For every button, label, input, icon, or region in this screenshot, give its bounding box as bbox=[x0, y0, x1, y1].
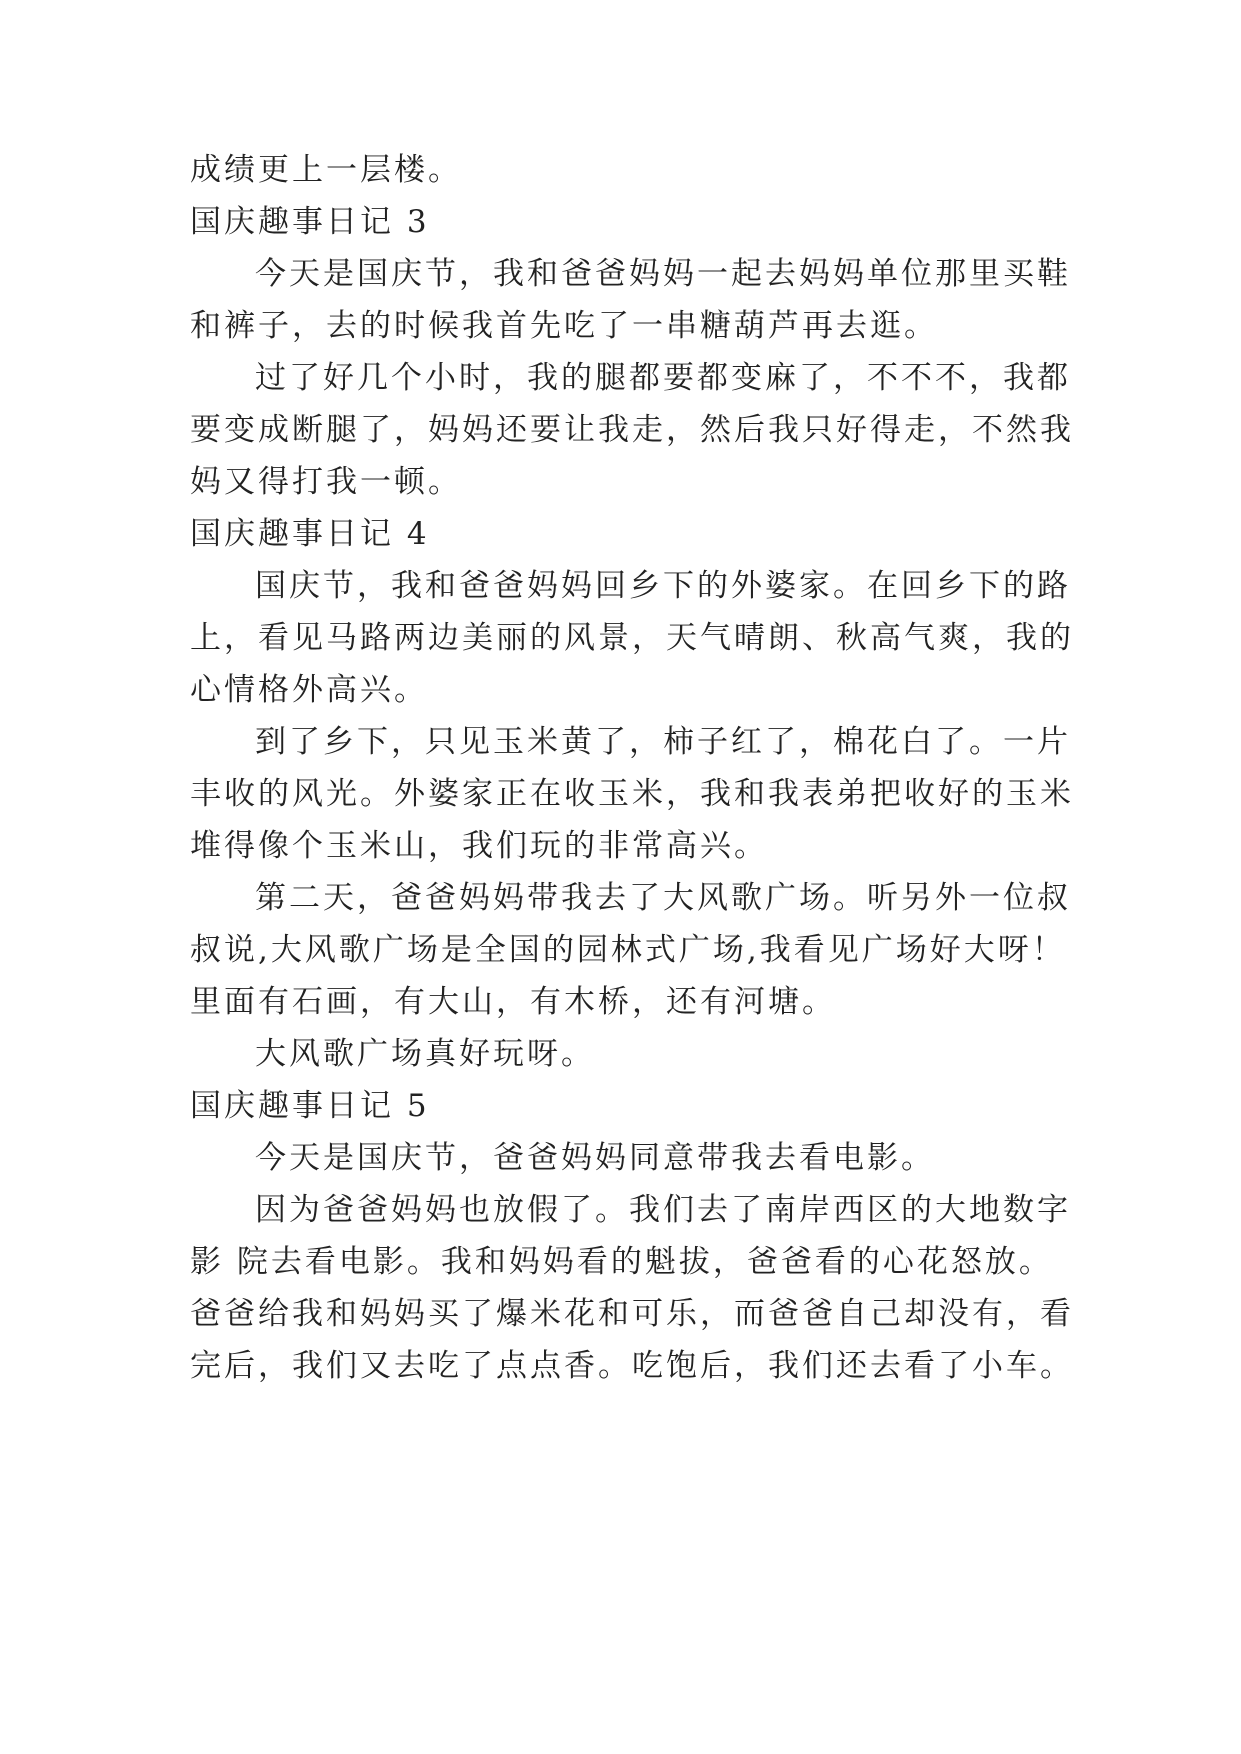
section-heading: 国庆趣事日记 3 bbox=[190, 204, 430, 240]
section-heading: 国庆趣事日记 5 bbox=[190, 1088, 430, 1124]
text-line: 大风歌广场真好玩呀。 bbox=[255, 1036, 595, 1072]
text-line: 心情格外高兴。 bbox=[190, 672, 428, 708]
text-line: 国庆节，我和爸爸妈妈回乡下的外婆家。在回乡下的路 bbox=[255, 568, 1071, 604]
text-line: 妈又得打我一顿。 bbox=[190, 464, 462, 500]
text-line: 影 院去看电影。我和妈妈看的魁拔，爸爸看的心花怒放。 bbox=[190, 1244, 1053, 1280]
section-heading: 国庆趣事日记 4 bbox=[190, 516, 430, 552]
text-line: 里面有石画，有大山，有木桥，还有河塘。 bbox=[190, 984, 836, 1020]
text-line: 完后，我们又去吃了点点香。吃饱后，我们还去看了小车。 bbox=[190, 1348, 1074, 1384]
text-line: 第二天，爸爸妈妈带我去了大风歌广场。听另外一位叔 bbox=[255, 880, 1071, 916]
text-line: 过了好几个小时，我的腿都要都变麻了，不不不，我都 bbox=[255, 360, 1071, 396]
text-line: 叔说,大风歌广场是全国的园林式广场,我看见广场好大呀！ bbox=[190, 932, 1066, 968]
text-line: 到了乡下，只见玉米黄了，柿子红了，棉花白了。一片 bbox=[255, 724, 1071, 760]
text-line: 要变成断腿了，妈妈还要让我走，然后我只好得走，不然我 bbox=[190, 412, 1074, 448]
text-line: 上，看见马路两边美丽的风景，天气晴朗、秋高气爽，我的 bbox=[190, 620, 1074, 656]
text-line: 成绩更上一层楼。 bbox=[190, 152, 462, 188]
text-line: 堆得像个玉米山，我们玩的非常高兴。 bbox=[190, 828, 768, 864]
text-line: 爸爸给我和妈妈买了爆米花和可乐，而爸爸自己却没有，看 bbox=[190, 1296, 1074, 1332]
text-line: 丰收的风光。外婆家正在收玉米，我和我表弟把收好的玉米 bbox=[190, 776, 1074, 812]
text-line: 今天是国庆节，爸爸妈妈同意带我去看电影。 bbox=[255, 1140, 935, 1176]
text-line: 和裤子，去的时候我首先吃了一串糖葫芦再去逛。 bbox=[190, 308, 938, 344]
text-line: 因为爸爸妈妈也放假了。我们去了南岸西区的大地数字 bbox=[255, 1192, 1071, 1228]
text-line: 今天是国庆节，我和爸爸妈妈一起去妈妈单位那里买鞋 bbox=[255, 256, 1071, 292]
